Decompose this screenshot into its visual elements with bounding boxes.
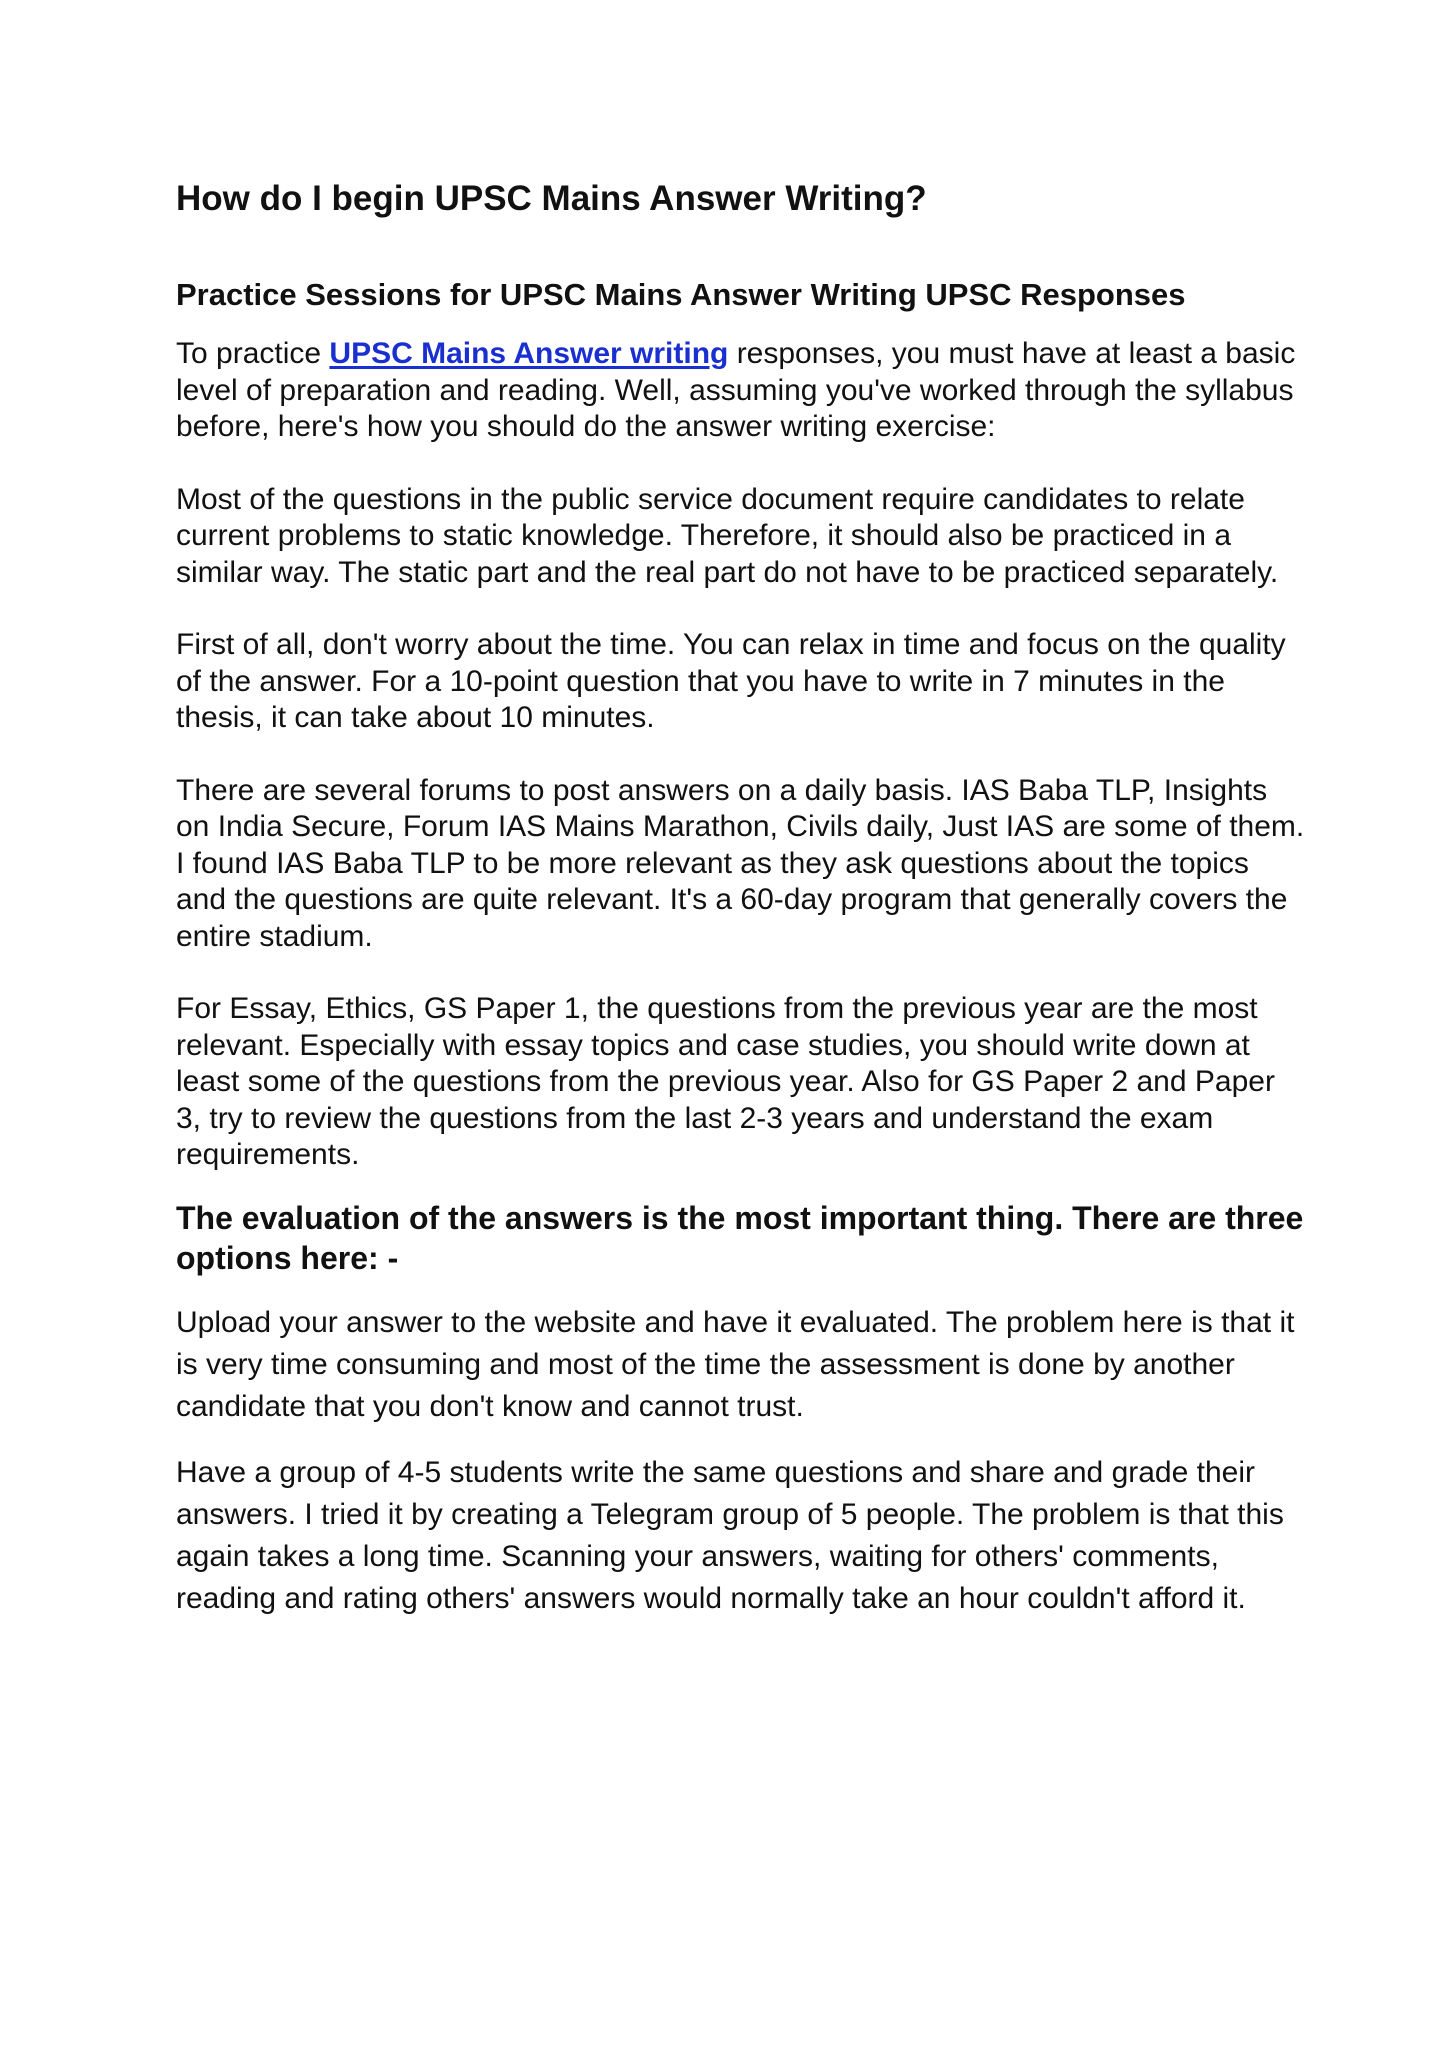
document-title: How do I begin UPSC Mains Answer Writing?: [176, 179, 927, 218]
intro-text-before-link: To practice: [176, 337, 330, 370]
section-heading-practice-sessions: Practice Sessions for UPSC Mains Answer Writing UPSC Responses: [176, 277, 1186, 312]
paragraph-time: First of all, don't worry about the time. You can relax in time and focus on the quality of the answer. For a 10-point question that you have to write in 7 minutes in the thesis, it can take about 10 minutes.: [176, 628, 1286, 734]
upsc-mains-answer-writing-link[interactable]: UPSC Mains Answer writing: [329, 337, 729, 370]
paragraph-forums: There are several forums to post answers on a daily basis. IAS Baba TLP, Insights on India Secure, Forum IAS Mains Marathon, Civils daily, Just IAS are some of them. I found IAS Baba TLP to be more relevant as they ask questions about the topics and the questions are quite relevant. It's a 60-day program that generally covers the entire stadium.: [176, 773, 1305, 953]
paragraph-student-group: Have a group of 4-5 students write the same questions and share and grade their answers. I tried it by creating a Telegram group of 5 people. The problem is that this again takes a long time. Scanning your answers, waiting for others' comments, reading and rating others' answers would normally take an hour couldn't afford it.: [176, 1455, 1284, 1615]
paragraph-upload-answer: Upload your answer to the website and have it evaluated. The problem here is that it is very time consuming and most of the time the assessment is done by another candidate that you don't know and cannot trust.: [176, 1305, 1295, 1423]
intro-paragraph: [176, 336, 1306, 446]
section-heading-evaluation: The evaluation of the answers is the most important thing. There are three options here: -: [176, 1199, 1304, 1276]
paragraph-previous-year-questions: For Essay, Ethics, GS Paper 1, the questions from the previous year are the most relevant. Especially with essay topics and case studies, you should write down at least some of the questions from the previous year. Also for GS Paper 2 and Paper 3, try to review the questions from the last 2-3 years and understand the exam requirements.: [176, 992, 1275, 1171]
document-page: [176, 178, 1306, 1644]
paragraph-static-knowledge: Most of the questions in the public service document require candidates to relate current problems to static knowledge. Therefore, it should also be practiced in a similar way. The static part and the real part do not have to be practiced separately.: [176, 482, 1279, 589]
intro-text-after-link: responses, you must have at least a basic level of preparation and reading. Well, assuming you've worked through the syllabus before, here's how you should do the answer writing exercise:: [176, 337, 1296, 443]
